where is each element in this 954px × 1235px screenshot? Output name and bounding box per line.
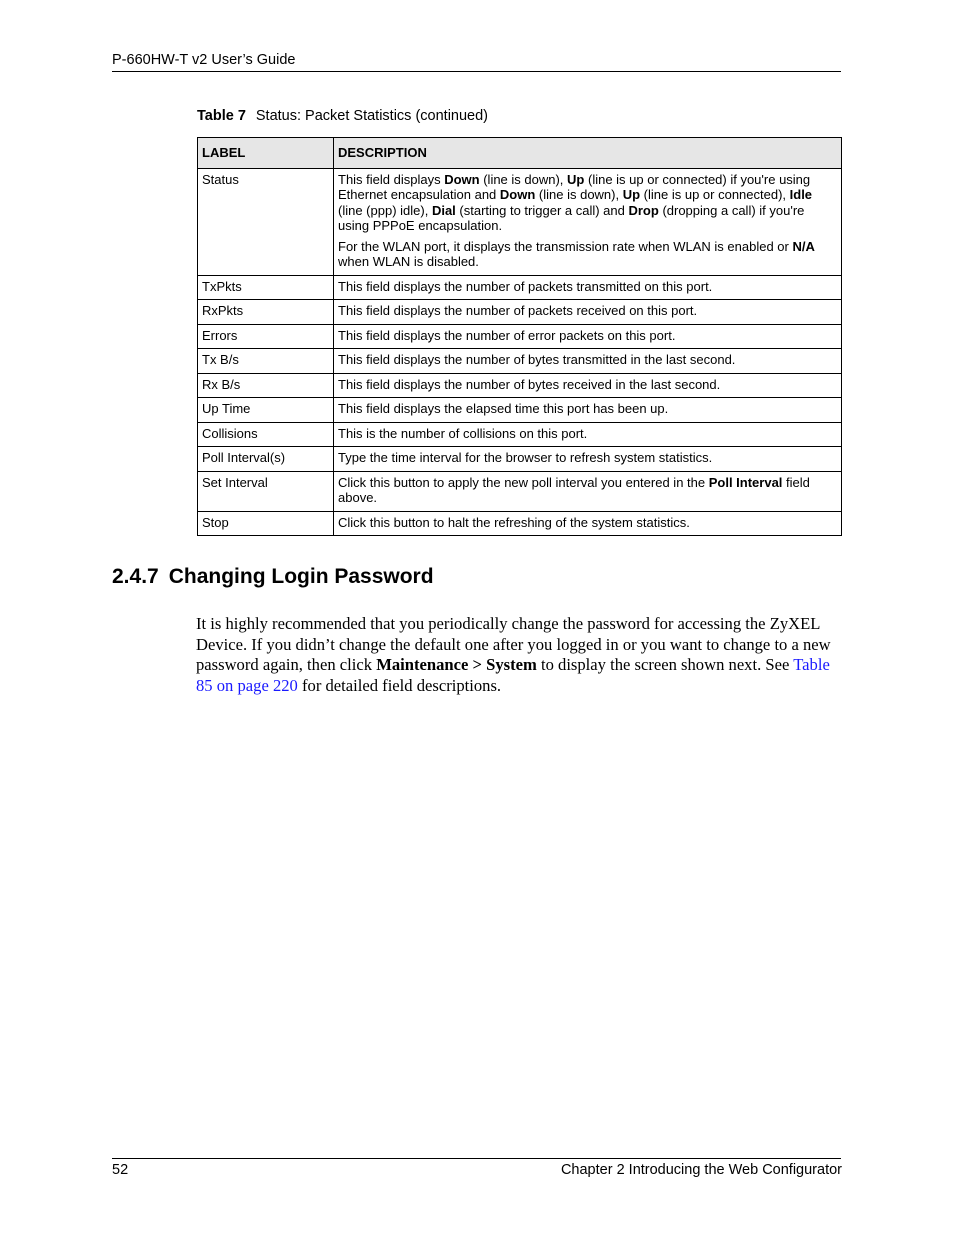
paragraph-text-3: for detailed field descriptions. <box>297 675 502 695</box>
table-body <box>198 168 842 536</box>
table-row <box>198 349 842 374</box>
row-label: Set Interval <box>198 471 334 511</box>
table-row <box>198 324 842 349</box>
row-label: Tx B/s <box>198 349 334 374</box>
paragraph-text-2: to display the screen shown next. See <box>536 655 794 674</box>
table-reference-link[interactable]: Table 85 on page 220 <box>196 655 830 695</box>
row-description: This field displays the number of packets received on this port. <box>334 300 842 325</box>
table-row <box>198 373 842 398</box>
row-label: Status <box>198 168 334 275</box>
header-divider <box>112 71 841 72</box>
column-header-description: DESCRIPTION <box>334 138 842 169</box>
menu-path: Maintenance > System <box>376 655 537 674</box>
row-label: Rx B/s <box>198 373 334 398</box>
row-description: This field displays the number of error packets on this port. <box>334 324 842 349</box>
table-row <box>198 511 842 536</box>
table-header-row <box>198 138 842 169</box>
page-number: 52 <box>112 1162 129 1178</box>
row-description: Type the time interval for the browser to refresh system statistics. <box>334 447 842 472</box>
table-row <box>198 275 842 300</box>
chapter-title: Chapter 2 Introducing the Web Configurator <box>560 1162 842 1178</box>
row-description: This is the number of collisions on this port. <box>334 422 842 447</box>
section-title: Changing Login Password <box>168 565 434 588</box>
table-row <box>198 168 842 275</box>
row-description: This field displays the number of packets transmitted on this port. <box>334 275 842 300</box>
row-description: Click this button to halt the refreshing of the system statistics. <box>334 511 842 536</box>
section-number: 2.4.7 <box>112 565 159 588</box>
row-description: Click this button to apply the new poll interval you entered in the Poll Interval field above. <box>334 471 842 511</box>
table-row <box>198 447 842 472</box>
running-header: P-660HW-T v2 User’s Guide <box>112 52 296 68</box>
table-row <box>198 422 842 447</box>
row-label: Stop <box>198 511 334 536</box>
body-paragraph <box>196 614 846 696</box>
row-description: This field displays Down (line is down), Up (line is up or connected) if you're using Ethernet encapsulation and Down (line is down), Up (line is up or connected), Idle (line (ppp) idle), Dial (starting to trigger a call) and Drop (dropping a call) if you're using PPPoE encapsulation. For the WLAN port, it displays the transmission rate when WLAN is enabled or N/A when WLAN is disabled. <box>334 168 842 275</box>
paragraph-text: It is highly recommended that you periodically change the password for accessing the ZyXEL Device. If you didn’t change the default one after you logged in or you want to change to a new password again, then click <box>196 614 831 674</box>
row-description: This field displays the number of bytes transmitted in the last second. <box>334 349 842 374</box>
table-row <box>198 398 842 423</box>
row-label: Errors <box>198 324 334 349</box>
packet-statistics-table <box>197 137 842 536</box>
row-label: RxPkts <box>198 300 334 325</box>
row-label: Poll Interval(s) <box>198 447 334 472</box>
row-description: This field displays the number of bytes received in the last second. <box>334 373 842 398</box>
column-header-label: LABEL <box>198 138 334 169</box>
row-label: Collisions <box>198 422 334 447</box>
section-heading <box>112 565 434 589</box>
table-caption <box>197 108 488 124</box>
table-row <box>198 471 842 511</box>
row-label: Up Time <box>198 398 334 423</box>
footer-divider <box>112 1158 841 1159</box>
table-row <box>198 300 842 325</box>
row-label: TxPkts <box>198 275 334 300</box>
table-caption-text: Status: Packet Statistics (continued) <box>255 108 488 124</box>
table-caption-label: Table 7 <box>197 108 246 124</box>
row-description: This field displays the elapsed time this port has been up. <box>334 398 842 423</box>
